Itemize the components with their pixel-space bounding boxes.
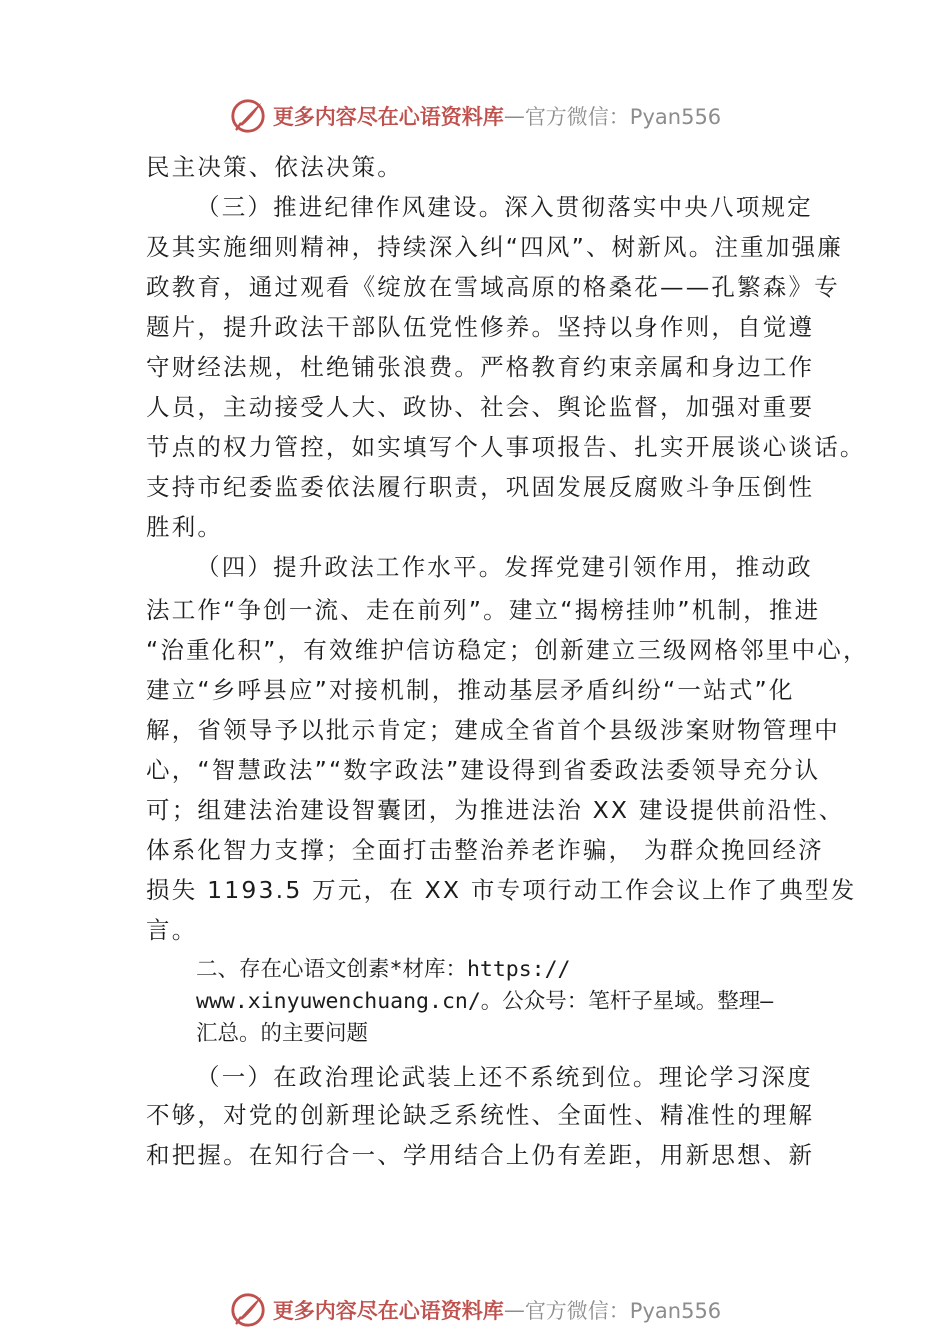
header-title: 更多内容尽在心语资料库 xyxy=(272,104,504,129)
body-line: 不够，对党的创新理论缺乏系统性、全面性、精准性的理解 xyxy=(146,1101,815,1129)
footer-contact: 官方微信：Pyan556 xyxy=(524,1299,722,1323)
section-heading-line: 二、存在心语文创素*材库：https:// xyxy=(196,957,571,982)
body-line: 建立“乡呼县应”对接机制，推动基层矛盾纠纷“一站式”化 xyxy=(146,676,795,704)
footer-banner xyxy=(0,1288,950,1332)
footer-separator: — xyxy=(503,1298,525,1322)
header-contact: 官方微信：Pyan556 xyxy=(524,105,722,129)
body-line: 体系化智力支撑；全面打击整治养老诈骗， 为群众挽回经济 xyxy=(146,836,824,864)
body-line: 题片，提升政法干部队伍党性修养。坚持以身作则，自觉遵 xyxy=(146,313,815,341)
body-line: 人员，主动接受人大、政协、社会、舆论监督，加强对重要 xyxy=(146,393,815,421)
body-line: 和把握。在知行合一、学用结合上仍有差距，用新思想、新 xyxy=(146,1141,815,1169)
body-line: 胜利。 xyxy=(146,513,224,541)
body-line: 守财经法规，杜绝铺张浪费。严格教育约束亲属和身边工作 xyxy=(146,353,815,381)
body-line: （四）提升政法工作水平。发挥党建引领作用，推动政 xyxy=(196,553,813,581)
body-line: 损失 1193.5 万元，在 XX 市专项行动工作会议上作了典型发 xyxy=(146,876,857,904)
body-line: （三）推进纪律作风建设。深入贯彻落实中央八项规定 xyxy=(196,193,813,221)
body-line: 节点的权力管控，如实填写个人事项报告、扎实开展谈心谈话。 xyxy=(146,433,866,461)
body-line: 可；组建法治建设智囊团，为推进法治 XX 建设提供前沿性、 xyxy=(146,796,845,824)
header-banner xyxy=(0,94,950,138)
footer-title: 更多内容尽在心语资料库 xyxy=(272,1298,504,1323)
body-line: 心，“智慧政法”“数字政法”建设得到省委政法委领导充分认 xyxy=(146,756,821,784)
section-heading-line: www.xinyuwenchuang.cn/。公众号：笔杆子星域。整理— xyxy=(196,989,774,1014)
quill-seal-logo-icon xyxy=(229,97,267,135)
body-line: 政教育，通过观看《绽放在雪域高原的格桑花——孔繁森》专 xyxy=(146,273,840,301)
body-line: 解，省领导予以批示肯定；建成全省首个县级涉案财物管理中 xyxy=(146,716,840,744)
section-heading-line: 汇总。的主要问题 xyxy=(196,1021,369,1046)
header-separator: — xyxy=(503,104,525,128)
quill-seal-logo-icon xyxy=(229,1291,267,1329)
body-line: 支持市纪委监委依法履行职责，巩固发展反腐败斗争压倒性 xyxy=(146,473,815,501)
body-line: （一）在政治理论武装上还不系统到位。理论学习深度 xyxy=(196,1063,813,1091)
body-line: “治重化积”，有效维护信访稳定；创新建立三级网格邻里中心， xyxy=(146,636,869,664)
body-line: 民主决策、依法决策。 xyxy=(146,153,403,181)
body-line: 言。 xyxy=(146,916,198,944)
body-line: 及其实施细则精神，持续深入纠“四风”、树新风。注重加强廉 xyxy=(146,233,843,261)
body-line: 法工作“争创一流、走在前列”。建立“揭榜挂帅”机制，推进 xyxy=(146,596,821,624)
